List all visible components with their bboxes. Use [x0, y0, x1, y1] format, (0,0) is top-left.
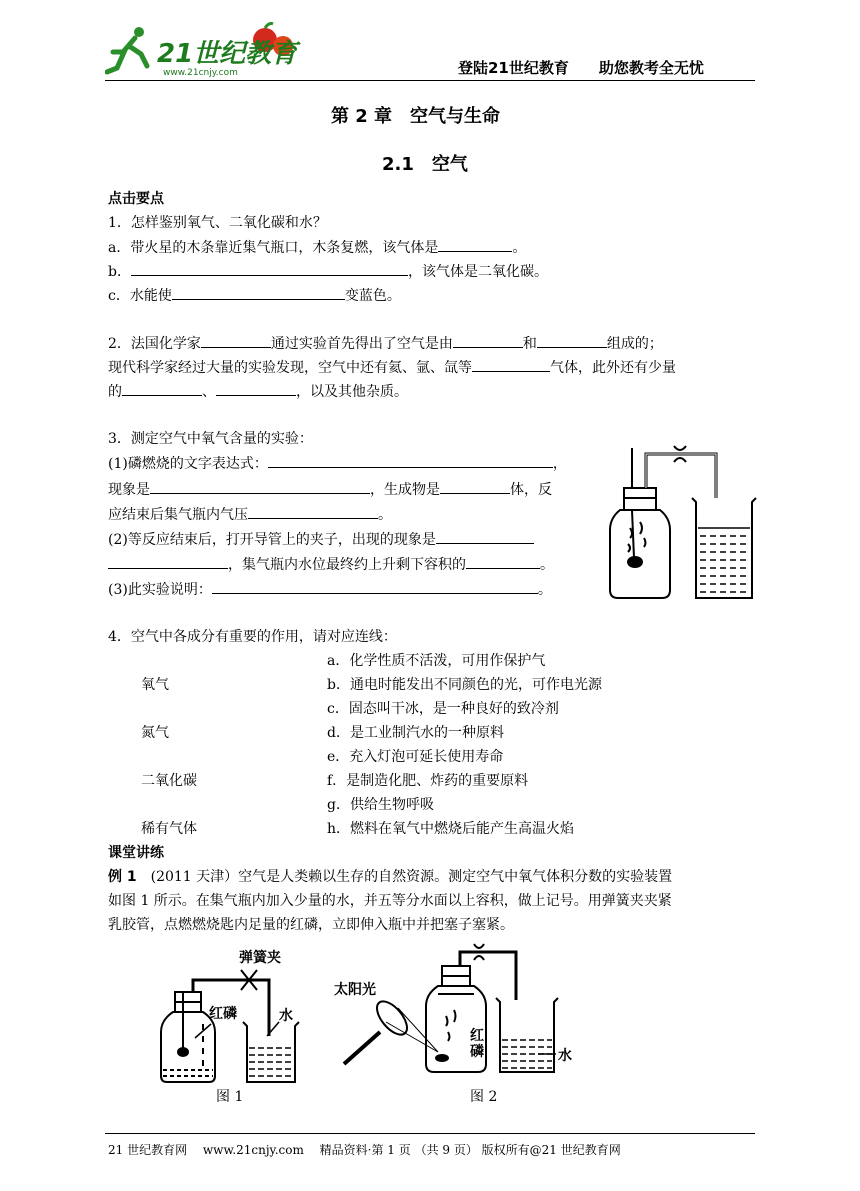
q1c-pre: c．水能使	[108, 288, 172, 304]
example-text: (2011 天津）空气是人类赖以生存的自然资源。测定空气中氧气体积分数的实验装置	[136, 869, 673, 885]
q3-line1	[108, 454, 567, 473]
q1b-post: ，该气体是二氧化碳。	[407, 264, 548, 280]
q4-option: f．是制造化肥、炸药的重要原料	[327, 773, 529, 789]
q2-text: ，以及其他杂质。	[296, 384, 408, 400]
q4-option: d．是工业制汽水的一种原料	[327, 725, 504, 741]
q1c-post: 变蓝色。	[344, 288, 401, 304]
example-line1	[108, 868, 672, 886]
q4-substance: 氮气	[141, 725, 169, 741]
q3-text: 。	[537, 582, 552, 598]
q2-text: 的	[108, 384, 122, 400]
q3-text: 现象是	[108, 482, 150, 498]
q2-line3	[108, 382, 408, 401]
label-spring-clip: 弹簧夹	[239, 950, 281, 966]
q3-blank-2	[150, 480, 370, 494]
heading-class-practice: 课堂讲练	[108, 845, 164, 861]
q3-blank-5	[436, 530, 534, 544]
q2-blank-1	[201, 334, 271, 348]
label-red-phosphorus-1: 红	[470, 1028, 484, 1044]
q2-text: 气体，此外还有少量	[550, 360, 676, 376]
header-slogan: 登陆21世纪教育 助您教考全无忧	[458, 59, 704, 77]
q3-blank-8	[212, 580, 538, 594]
q1b-pre: b．	[108, 264, 131, 280]
svg-text:www.21cnjy.com: www.21cnjy.com	[163, 68, 238, 78]
q2-blank-4	[472, 358, 550, 372]
q3-text: 。	[378, 507, 392, 523]
q1a-post: 。	[512, 240, 527, 256]
q4-option: c．固态叫干冰，是一种良好的致冷剂	[327, 701, 559, 717]
q2-blank-2	[453, 334, 523, 348]
q3-line4	[108, 530, 534, 549]
q4-option: h．燃料在氧气中燃烧后能产生高温火焰	[327, 821, 575, 837]
q3-line5	[108, 555, 554, 574]
label-water: 水	[558, 1048, 572, 1064]
q2-text: 通过实验首先得出了空气是由	[270, 336, 453, 352]
label-red-phosphorus: 红磷	[209, 1006, 237, 1022]
footer-text: 21 世纪教育网 www.21cnjy.com 精品资料·第 1 页 （共 9 页） 版权所有@21 世纪教育网	[108, 1143, 621, 1157]
label-sunlight: 太阳光	[334, 982, 376, 998]
q3-text: 体，反	[510, 482, 552, 498]
q4-substance: 氧气	[141, 677, 169, 693]
q4-option: b．通电时能发出不同颜色的光，可作电光源	[327, 677, 602, 693]
q2-line1	[108, 334, 663, 353]
q2-line2	[108, 358, 676, 377]
q2-text: 现代科学家经过大量的实验发现，空气中还有氦、氩、氙等	[108, 360, 472, 376]
q1b-line	[108, 262, 548, 281]
q2-text: 组成的；	[606, 336, 663, 352]
q3-apparatus-figure	[600, 440, 760, 605]
q3-blank-3	[440, 480, 510, 494]
footer-divider	[105, 1133, 755, 1134]
q4-option: a．化学性质不活泼，可用作保护气	[327, 653, 546, 669]
q1a-blank	[438, 238, 512, 252]
section-title: 2.1 空气	[382, 154, 468, 175]
q4-title: 4．空气中各成分有重要的作用，请对应连线：	[108, 629, 397, 645]
figure-1-caption: 图 1	[216, 1089, 244, 1105]
q3-line3	[108, 505, 392, 524]
label-water: 水	[279, 1008, 293, 1024]
q3-text: 应结束后集气瓶内气压	[108, 507, 248, 523]
q3-text: (3)此实验说明：	[108, 582, 212, 598]
q4-substance: 稀有气体	[141, 821, 197, 837]
q1-text: 1．怎样鉴别氧气、二氧化碳和水？	[108, 215, 327, 231]
q1c-blank	[172, 286, 345, 300]
q3-blank-6	[108, 555, 228, 569]
q3-line6	[108, 580, 552, 599]
q3-text: 。	[540, 557, 554, 573]
svg-text:21世纪教育: 21世纪教育	[157, 39, 298, 69]
magnifying-glass-icon	[344, 996, 438, 1064]
example-label: 例 1	[108, 869, 137, 885]
beaker	[692, 498, 756, 598]
q3-blank-4	[248, 505, 378, 519]
q2-blank-5	[122, 382, 202, 396]
q3-line2	[108, 480, 552, 499]
chapter-title: 第 2 章 空气与生命	[331, 106, 501, 127]
q3-text: ，生成物是	[370, 482, 440, 498]
q1a-pre: a．带火星的木条靠近集气瓶口，木条复燃，该气体是	[108, 240, 439, 256]
example-line3: 乳胶管，点燃燃烧匙内足量的红磷，立即伸入瓶中并把塞子塞紧。	[108, 917, 514, 933]
gas-bottle	[161, 1012, 215, 1082]
q3-text: (2)等反应结束后，打开导管上的夹子，出现的现象是	[108, 532, 436, 548]
q1c-line	[108, 286, 401, 305]
figure-1	[155, 940, 315, 1090]
q2-text: 和	[522, 336, 537, 352]
q3-text: ，集气瓶内水位最终约上升剩下容积的	[228, 557, 466, 573]
q2-blank-6	[216, 382, 296, 396]
q4-substance: 二氧化碳	[141, 773, 197, 789]
label-red-phosphorus-2: 磷	[470, 1044, 484, 1060]
q3-blank-7	[466, 555, 540, 569]
q4-option: g．供给生物呼吸	[327, 797, 434, 813]
q3-text: ，	[552, 456, 567, 472]
q3-title: 3．测定空气中氧气含量的实验：	[108, 431, 313, 447]
heading-key-points: 点击要点	[108, 191, 164, 207]
q2-text: 、	[202, 384, 216, 400]
example-line2: 如图 1 所示。在集气瓶内加入少量的水，并五等分水面以上容积，做上记号。用弹簧夹夹紧	[108, 893, 672, 909]
figure-2	[330, 940, 580, 1090]
runner-icon	[107, 27, 147, 72]
q3-text: (1)磷燃烧的文字表达式：	[108, 456, 268, 472]
q2-blank-3	[537, 334, 607, 348]
header-divider	[105, 80, 755, 81]
q1b-blank	[131, 262, 408, 276]
site-logo	[105, 22, 305, 80]
q1a-line	[108, 238, 526, 257]
q3-blank-1	[268, 454, 553, 468]
q4-option: e．充入灯泡可延长使用寿命	[327, 749, 504, 765]
figure-2-caption: 图 2	[470, 1089, 498, 1105]
q2-text: 2．法国化学家	[108, 336, 201, 352]
